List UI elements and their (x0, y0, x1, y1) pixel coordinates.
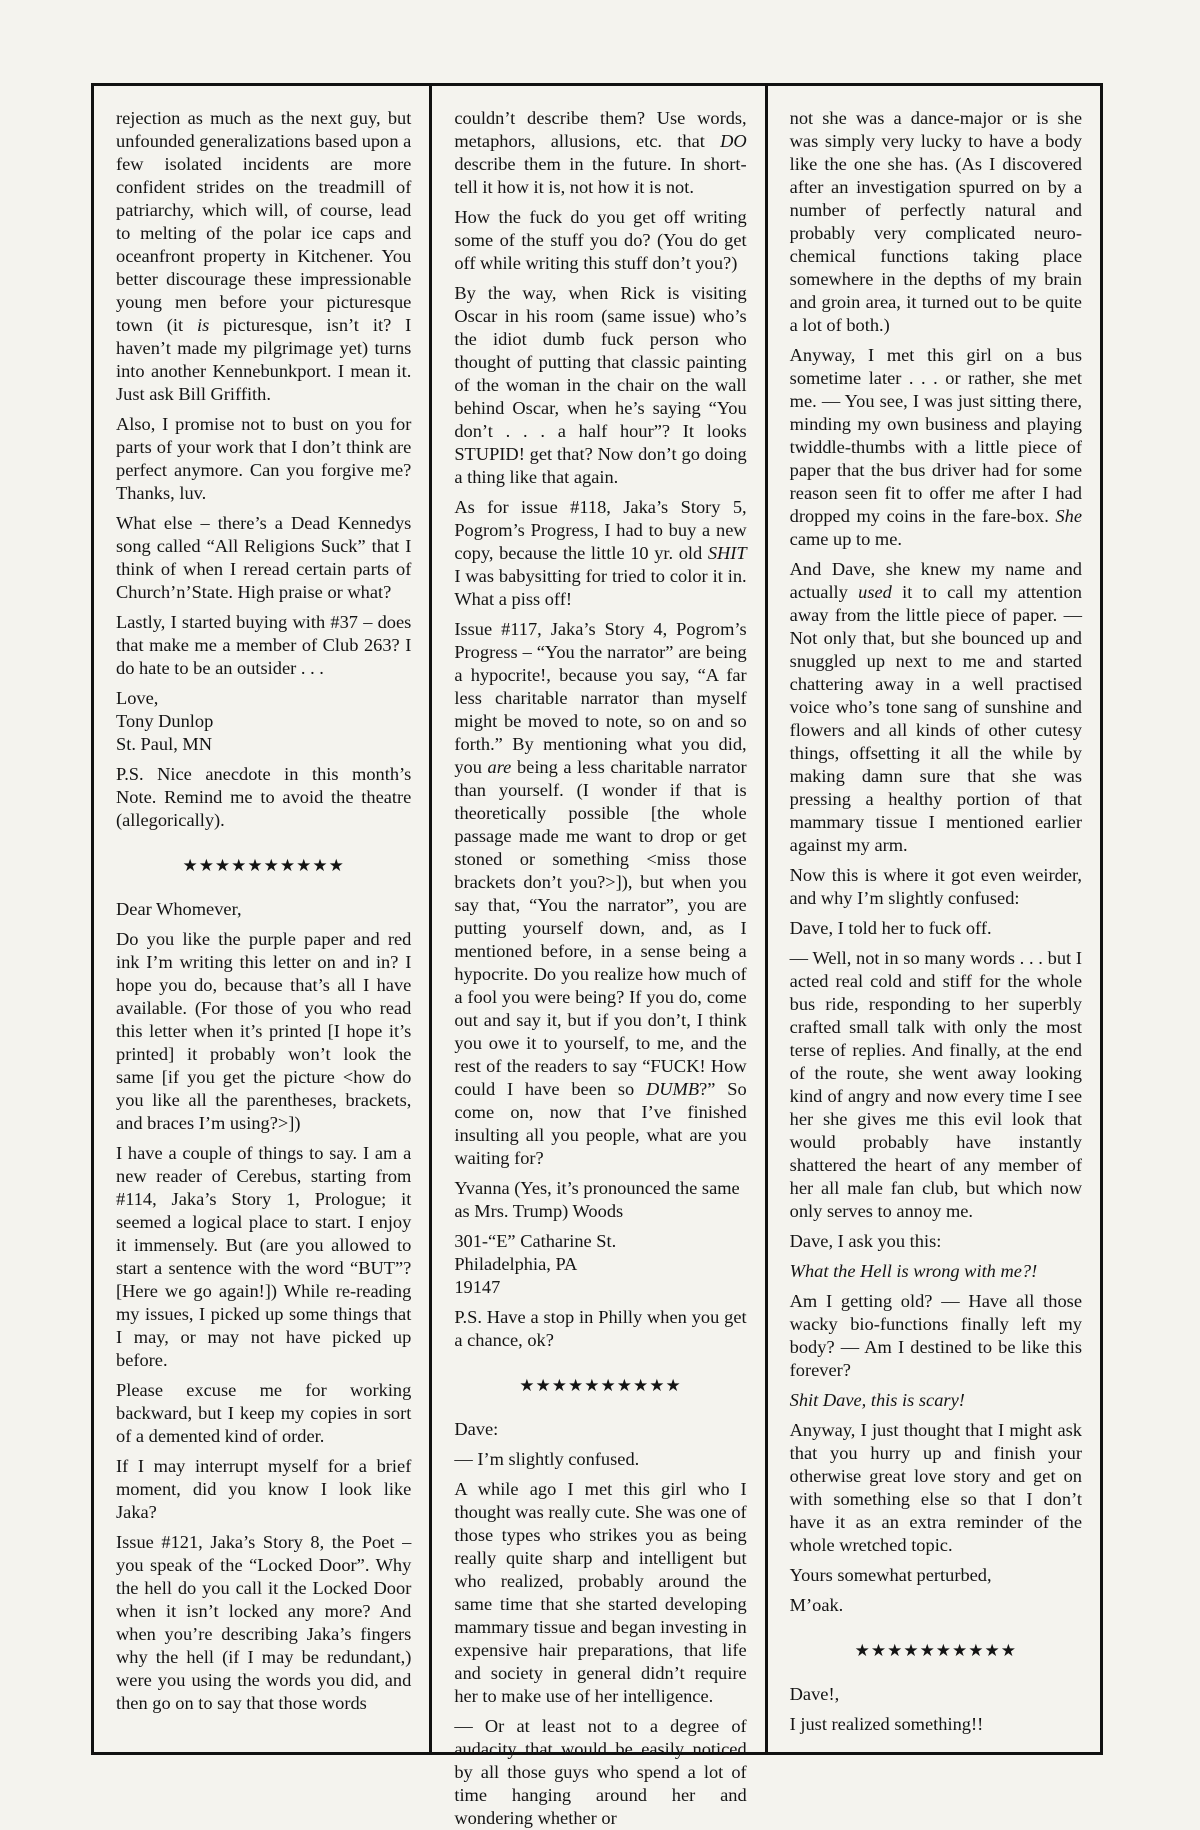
letters-frame (91, 83, 1103, 1828)
star-divider: ★★★★★★★★★★ (854, 1641, 1018, 1661)
letter-paragraph: How the fuck do you get off writing some of the stuff you do? (You do get off while writing this stuff don’t you?) (454, 207, 747, 273)
column-1 (94, 86, 429, 1752)
letter-paragraph: Dave, I ask you this: (789, 1231, 942, 1251)
letter-paragraph: I just realized something!! (789, 1714, 984, 1734)
signature-address: 301-“E” Catharine St. (454, 1231, 617, 1251)
star-divider: ★★★★★★★★★★ (519, 1376, 682, 1396)
letter-paragraph: Anyway, I met this girl on a bus sometime later . . . or rather, she met me. — You see, I was just sitting there, minding my own business and playing twiddle-thumbs with a little piece of paper that the bus driver had for some reason seen fit to offer me after I had dropped my coins in the fare-box. She came up to me. (789, 345, 1082, 549)
signature-name: Tony Dunlop (116, 711, 214, 731)
letter-paragraph: Do you like the purple paper and red ink I’m writing this letter on and in? I hope you do, because that’s all I have available. (For those of you who read this letter when it’s printed [I hope it’s printed] it probably won’t look the same [if you get the picture <how do you like all the parentheses, brackets, and braces I’m using?>]) (116, 929, 412, 1133)
salutation: Dave: (454, 1419, 499, 1439)
letter-paragraph: Dave, I told her to fuck off. (789, 918, 992, 938)
letter-paragraph: — Or at least not to a degree of audacity that would be easily noticed by all those guys who spend a lot of time hanging around her and wondering whether or (454, 1716, 747, 1828)
signature-city: Philadelphia, PA (454, 1254, 578, 1274)
letter-paragraph: rejection as much as the next guy, but unfounded generalizations based upon a few isolated incidents are more confident strides on the treadmill of patriarchy, which will, of course, lead to melting of the polar ice caps and oceanfront property in Kitchener. You better discourage these impressionable young men before your picturesque town (it is picturesque, isn’t it? I haven’t made my pilgrimage yet) turns into another Kennebunkport. I mean it. Just ask Bill Griffith. (116, 108, 412, 404)
salutation: Dear Whomever, (116, 899, 242, 919)
letter-paragraph: A while ago I met this girl who I thought was really cute. She was one of those types who strikes you as being really quite sharp and intelligent but who realized, probably around the same time that she started developing mammary tissue and began investing in expensive hair preparations, that life and society in general didn’t require her to make use of her intelligence. (454, 1479, 747, 1706)
letter-paragraph: Issue #121, Jaka’s Story 8, the Poet – you speak of the “Locked Door”. Why the hell do you call it the Locked Door when it isn’t locked any more? And when you’re describing Jaka’s fingers why the hell (if I may be redundant,) were you using the words you did, and then go on to say that those words (116, 1532, 412, 1713)
postscript: P.S. Have a stop in Philly when you get a chance, ok? (454, 1307, 747, 1350)
letter-paragraph: Also, I promise not to bust on you for parts of your work that I don’t think are perfect anymore. Can you forgive me? Thanks, luv. (116, 414, 412, 503)
signature-zip: 19147 (454, 1277, 501, 1297)
signature-name: M’oak. (789, 1595, 844, 1615)
letter-paragraph: Issue #117, Jaka’s Story 4, Pogrom’s Progress – “You the narrator” are being a hypocrite!, because you say, “A far less charitable narrator than myself might be moved to note, so on and so forth.” By mentioning what you did, you are being a less charitable narrator than yourself. (I wonder if that is theoretically possible [the whole passage made me want to drop or get stoned or something <miss those brackets don’t you?>]), but when you say that, “You the narrator”, you are putting yourself down, and, as I mentioned before, in a sense being a hypocrite. Do you realize how much of a fool you were being? If you do, come out and say it, but if you don’t, I think you owe it to yourself, to me, and the rest of the readers to say “FUCK! How could I have been so DUMB?” So come on, now that I’ve finished insulting all you people, what are you waiting for? (454, 619, 747, 1168)
column-3 (765, 86, 1100, 1752)
letter-paragraph: — Well, not in so many words . . . but I acted real cold and stiff for the whole bus ride, responding to her superbly crafted small talk with only the most terse of replies. And finally, at the end of the route, she went away looking kind of angry and now every time I see her she gives me this evil look that would probably have instantly shattered the heart of any member of her all male fan club, but which now only serves to annoy me. (789, 948, 1082, 1221)
salutation: Dave!, (789, 1684, 840, 1704)
signature-location: St. Paul, MN (116, 734, 213, 754)
letter-paragraph: As for issue #118, Jaka’s Story 5, Pogrom’s Progress, I had to buy a new copy, because the little 10 yr. old SHIT I was babysitting for tried to color it in. What a piss off! (454, 497, 747, 609)
letter-paragraph: If I may interrupt myself for a brief moment, did you know I look like Jaka? (116, 1456, 412, 1522)
letter-paragraph-italic: Shit Dave, this is scary! (789, 1390, 965, 1410)
letter-paragraph: Now this is where it got even weirder, and why I’m slightly confused: (789, 865, 1082, 908)
signature-closing: Yours somewhat perturbed, (789, 1565, 992, 1585)
letter-paragraph: couldn’t describe them? Use words, metaphors, allusions, etc. that DO describe them in the future. In short-tell it how it is, not how it is not. (454, 108, 747, 197)
letter-paragraph: Am I getting old? — Have all those wacky bio-functions finally left my body? — Am I destined to be like this forever? (789, 1291, 1082, 1380)
letter-paragraph: Lastly, I started buying with #37 – does that make me a member of Club 263? I do hate to be an outsider . . . (116, 612, 412, 678)
star-divider: ★★★★★★★★★★ (182, 856, 345, 876)
column-2 (429, 86, 764, 1828)
letter-paragraph: not she was a dance-major or is she was simply very lucky to have a body like the one she has. (As I discovered after an investigation spurred on by a number of perfectly natural and probably very complicated neuro-chemical functions taking place somewhere in the depths of my brain and groin area, it turned out to be quite a lot of both.) (789, 108, 1082, 335)
letter-paragraph: What else – there’s a Dead Kennedys song called “All Religions Suck” that I think of when I reread certain parts of Church’n’State. High praise or what? (116, 513, 412, 602)
letter-paragraph: By the way, when Rick is visiting Oscar in his room (same issue) who’s the idiot dumb fuck person who thought of putting that classic painting of the woman in the chair on the wall behind Oscar, when he’s saying “You don’t . . . a half hour”? It looks STUPID! get that? Now don’t go doing a thing like that again. (454, 283, 747, 487)
signature-closing: Love, (116, 688, 159, 708)
letter-paragraph: And Dave, she knew my name and actually used it to call my attention away from the little piece of paper. — Not only that, but she bounced up and snuggled up next to me and started chattering away in a well practised voice who’s tone sang of sunshine and flowers and all kinds of other cutesy things, offsetting it all the while by making damn sure that she was pressing a healthy portion of that mammary tissue I mentioned earlier against my arm. (789, 559, 1082, 855)
letter-paragraph: Anyway, I just thought that I might ask that you hurry up and finish your otherwise great love story and get on with something else so that I don’t have it as an extra reminder of the whole wretched topic. (789, 1420, 1082, 1555)
letter-paragraph: Please excuse me for working backward, but I keep my copies in sort of a demented kind of order. (116, 1380, 412, 1446)
signature-name: Yvanna (Yes, it’s pronounced the same as Mrs. Trump) Woods (454, 1178, 740, 1221)
postscript: P.S. Nice anecdote in this month’s Note. Remind me to avoid the theatre (allegorically). (116, 764, 412, 830)
letter-paragraph: — I’m slightly confused. (454, 1449, 640, 1469)
letter-paragraph-italic: What the Hell is wrong with me?! (789, 1261, 1038, 1281)
letter-paragraph: I have a couple of things to say. I am a new reader of Cerebus, starting from #114, Jaka’s Story 1, Prologue; it seemed a logical place to start. I enjoy it immensely. But (are you allowed to start a sentence with the word “BUT”? [Here we go again!]) While re-reading my issues, I picked up some things that I may, or may not have picked up before. (116, 1143, 412, 1370)
